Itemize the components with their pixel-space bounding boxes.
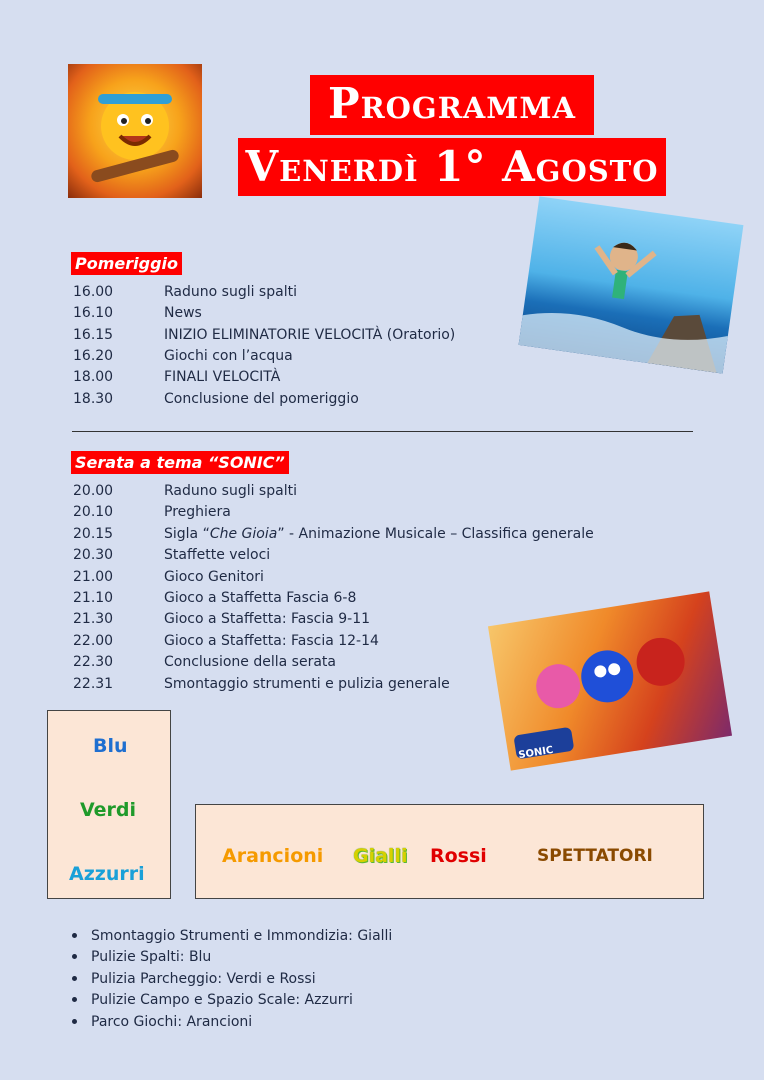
- schedule-desc: FINALI VELOCITÀ: [164, 369, 281, 385]
- schedule-time: 20.00: [73, 483, 114, 499]
- schedule-time: 18.30: [73, 391, 114, 407]
- schedule-desc: [164, 524, 594, 545]
- schedule-time: 20.15: [73, 526, 114, 542]
- schedule-desc: INIZIO ELIMINATORIE VELOCITÀ (Oratorio): [164, 327, 456, 343]
- schedule-desc: Smontaggio strumenti e pulizia generale: [164, 676, 450, 692]
- schedule-desc: Gioco Genitori: [164, 569, 264, 585]
- schedule-desc: Gioco a Staffetta Fascia 6-8: [164, 590, 357, 606]
- schedule-desc: Conclusione della serata: [164, 654, 336, 670]
- schedule-desc: Raduno sugli spalti: [164, 284, 297, 300]
- sun-guitar-image: [68, 64, 202, 198]
- schedule-time: 20.10: [73, 504, 114, 520]
- sonic-characters-icon: [488, 591, 732, 770]
- team-label: Rossi: [430, 845, 487, 867]
- bullet-icon: [72, 976, 77, 981]
- schedule-desc-post: ” - Animazione Musicale – Classifica generale: [277, 526, 594, 542]
- schedule-time: 21.00: [73, 569, 114, 585]
- boy-jumping-sea-image: [519, 196, 744, 373]
- team-label: Azzurri: [69, 863, 145, 885]
- schedule-time: 20.30: [73, 547, 114, 563]
- schedule-time: 16.00: [73, 284, 114, 300]
- schedule-desc-pre: Sigla “: [164, 526, 210, 542]
- schedule-desc: Gioco a Staffetta: Fascia 9-11: [164, 611, 371, 627]
- schedule-desc: Raduno sugli spalti: [164, 483, 297, 499]
- team-label: SPETTATORI: [537, 846, 653, 866]
- title-line-1: Programma: [310, 75, 594, 135]
- schedule-time: 16.15: [73, 327, 114, 343]
- schedule-time: 22.30: [73, 654, 114, 670]
- section-title-evening: Serata a tema “SONIC”: [71, 451, 289, 474]
- team-label: Gialli: [353, 845, 408, 867]
- section-title-afternoon: Pomeriggio: [71, 252, 182, 275]
- schedule-time: 22.00: [73, 633, 114, 649]
- schedule-time: 22.31: [73, 676, 114, 692]
- schedule-time: 18.00: [73, 369, 114, 385]
- schedule-desc: Staffette veloci: [164, 547, 271, 563]
- title-line-2: Venerdì 1° Agosto: [238, 138, 666, 196]
- bullet-icon: [72, 933, 77, 938]
- schedule-desc: Gioco a Staffetta: Fascia 12-14: [164, 633, 379, 649]
- schedule-desc: Conclusione del pomeriggio: [164, 391, 359, 407]
- sonic-characters-image: [488, 591, 732, 770]
- teams-box-right: [195, 804, 704, 899]
- schedule-desc: Preghiera: [164, 504, 231, 520]
- schedule-time: 21.30: [73, 611, 114, 627]
- sonic-logo-text: SONIC: [517, 744, 555, 762]
- bullet-icon: [72, 954, 77, 959]
- bullet-icon: [72, 997, 77, 1002]
- section-divider: [72, 431, 693, 432]
- schedule-time: 16.20: [73, 348, 114, 364]
- teams-box-left: [47, 710, 171, 899]
- team-label: Blu: [93, 735, 128, 757]
- sun-character-icon: [68, 64, 202, 198]
- team-label: Verdi: [80, 799, 137, 821]
- schedule-desc: News: [164, 305, 202, 321]
- jumping-boy-icon: [519, 196, 744, 373]
- schedule-time: 16.10: [73, 305, 114, 321]
- song-title: Che Gioia: [209, 526, 278, 542]
- bullet-icon: [72, 1019, 77, 1024]
- team-label: Arancioni: [222, 845, 324, 867]
- schedule-desc: Giochi con l’acqua: [164, 348, 293, 364]
- schedule-time: 21.10: [73, 590, 114, 606]
